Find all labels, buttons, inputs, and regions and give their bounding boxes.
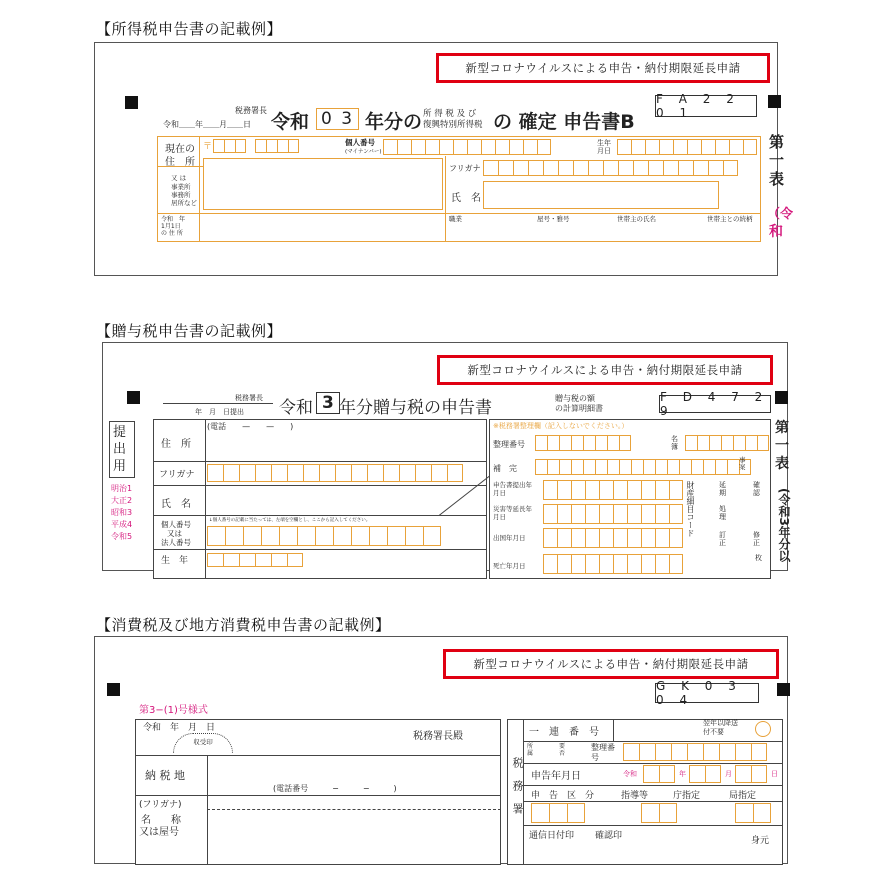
era-option[interactable]: 明治1	[111, 484, 133, 493]
shido-cells	[641, 803, 677, 823]
submission-copy-text: 提出用	[113, 425, 127, 474]
postal-mark: 〒	[203, 142, 213, 152]
era-option[interactable]: 令和5	[111, 532, 133, 541]
jian-label: 事案	[739, 456, 746, 471]
cho-label: 庁指定	[673, 791, 701, 801]
grid-line	[153, 461, 487, 462]
next-year-label: 翌年以降送付不要	[703, 719, 738, 736]
extension-request-banner: 新型コロナウイルスによる申告・納付期限延長申請	[437, 355, 773, 385]
seiri-cells	[535, 435, 631, 451]
mynumber-note: ↓個人番号の記載に当たっては、左端を空欄とし、ここから記入してください。	[209, 518, 371, 523]
grid-line	[153, 515, 487, 516]
section-title-income-tax: 【所得税申告書の記載例】	[96, 20, 283, 38]
title-paren-line-1: 贈与税の額	[555, 394, 595, 403]
boxes-label: 枚	[755, 554, 762, 562]
extension-request-banner: 新型コロナウイルスによる申告・納付期限延長申請	[436, 53, 770, 83]
submission-copy-label	[109, 421, 135, 478]
era-option[interactable]: 平成4	[111, 520, 133, 529]
tax-year-field: 3	[316, 392, 340, 414]
mynumber-cells[interactable]	[383, 139, 551, 155]
receipt-stamp	[173, 733, 233, 753]
tax-office-label: 税務署長	[235, 394, 263, 402]
form-title: の 確定 申告書B	[493, 111, 635, 133]
birth-label: 生年	[597, 139, 611, 147]
era-option[interactable]: 大正2	[111, 496, 133, 505]
date-cells	[643, 765, 675, 783]
side-label: 表	[769, 170, 785, 188]
shusei-label: 修正	[753, 531, 760, 547]
address-label: 住 所	[161, 439, 191, 450]
kubun-cells	[531, 803, 585, 823]
grid-line	[613, 719, 614, 741]
meisho-label: 名 称	[141, 815, 181, 826]
form-title: 年分贈与税の申告書	[339, 398, 492, 418]
registration-mark	[127, 391, 140, 404]
grid-line	[445, 156, 446, 242]
side-label: 一	[775, 438, 789, 454]
seiri-label: 整理番号	[591, 743, 615, 762]
date-underline	[163, 403, 273, 404]
tax-office-label: 税務署長	[235, 106, 267, 115]
shori-label: 処理	[719, 505, 726, 521]
grid-line	[523, 825, 783, 826]
postal-code-cells[interactable]	[255, 139, 299, 153]
form-code: F A 2 2 0 1	[655, 95, 757, 117]
name-input[interactable]	[483, 181, 719, 209]
name-label: 氏 名	[451, 193, 481, 204]
extension-request-banner: 新型コロナウイルスによる申告・納付期限延長申請	[443, 649, 779, 679]
zaisan-label: 財産細目コード	[686, 481, 695, 537]
grid-line	[199, 136, 200, 242]
grid-line	[153, 549, 487, 550]
birth-cells[interactable]	[207, 553, 303, 567]
mynumber-sublabel: (マイナンバー)	[345, 149, 382, 155]
seiri-label: 整理番号	[493, 440, 525, 449]
mynumber-label: 個人番号	[345, 138, 375, 147]
date-label: 申告年月日	[531, 771, 581, 782]
yobi-label: 要否	[559, 743, 566, 757]
gift-tax-form-frame	[102, 342, 791, 571]
furigana-cells[interactable]	[483, 160, 738, 176]
tsushin-label: 通信日付印	[529, 831, 575, 841]
grid-line	[205, 419, 206, 579]
receipt-stamp-label: 収受印	[193, 738, 213, 746]
side-label: 第	[775, 420, 789, 436]
occupation-label: 職業	[449, 215, 462, 223]
grid-line	[135, 795, 501, 796]
grid-line	[153, 485, 487, 486]
jan-address-label: 令和 年	[161, 216, 186, 223]
alt-address-label: 事務所	[171, 191, 191, 199]
registration-mark	[768, 95, 781, 108]
grid-line	[523, 785, 783, 786]
alt-address-label: 又 は	[171, 174, 187, 182]
name-label: 氏 名	[161, 499, 191, 510]
phone-label: (電話番号 − − )	[273, 784, 397, 793]
tax-office-label: 税務署長殿	[413, 731, 463, 742]
shukkoku-date-label: 出国年月日	[493, 534, 526, 542]
side-label: 一	[769, 151, 785, 169]
submission-date: 令和＿＿年＿＿月＿＿日	[163, 120, 251, 129]
date-cells	[543, 480, 683, 500]
furigana-cells[interactable]	[207, 464, 463, 482]
address-label: 現在の	[165, 144, 195, 155]
jan-address-label: 1月1日	[161, 223, 181, 230]
taxpayer-box	[153, 419, 487, 579]
grid-line	[523, 741, 783, 742]
teishutsu-date-label: 申告書提出年月日	[493, 481, 532, 497]
submission-date: 令和 年 月 日	[143, 723, 216, 733]
era-label: 令和	[271, 111, 310, 133]
shido-label: 指導等	[621, 791, 649, 801]
registration-mark	[107, 683, 120, 696]
alt-address-label: 事業所	[171, 183, 191, 191]
birth-label: 生 年	[161, 556, 189, 566]
relation-label: 世帯主との続柄	[707, 215, 753, 223]
office-use-warning: ※税務署整理欄（記入しないでください。）	[493, 422, 629, 430]
grid-line	[523, 763, 783, 764]
tax-year-field: 0 3	[316, 108, 359, 130]
registration-mark	[777, 683, 790, 696]
saigai-date-label: 災害等延長年月日	[493, 505, 532, 521]
year-label: 年	[679, 770, 686, 778]
teisei-label: 訂正	[719, 531, 726, 547]
section-title-gift-tax: 【贈与税申告書の記載例】	[96, 322, 283, 340]
title-paren-line-2: の計算明細書	[555, 404, 603, 413]
tax-type-line-1: 所 得 税 及 び	[423, 109, 477, 119]
shozoku-label: 所属	[527, 743, 534, 757]
meibo-label: 名簿	[671, 435, 678, 451]
date-cells	[689, 765, 721, 783]
era-label: 令和	[279, 398, 313, 418]
registration-mark	[775, 391, 788, 404]
form-code: G K 0 3 0 4	[655, 683, 759, 703]
shop-name-label: 屋号・雅号	[537, 215, 570, 223]
grid-line	[207, 755, 208, 865]
kakunin-label: 確認印	[595, 831, 623, 841]
shibo-date-label: 死亡年月日	[493, 562, 526, 570]
form-number: 第3−(1)号様式	[139, 705, 208, 716]
mynumber-label: 法人番号	[161, 538, 191, 547]
kyoku-label: 局指定	[729, 791, 757, 801]
next-year-checkbox[interactable]	[755, 721, 771, 737]
date-cells	[543, 554, 683, 574]
era-options	[111, 483, 132, 543]
income-tax-form-frame	[94, 42, 794, 276]
submission-date: 年 月 日提出	[195, 408, 244, 416]
householder-label: 世帯主の氏名	[617, 215, 656, 223]
mynumber-label: 個人番号	[161, 520, 191, 529]
address-input[interactable]	[203, 158, 443, 210]
yagou-label: 又は屋号	[139, 827, 179, 838]
grid-line	[523, 801, 783, 802]
consumption-tax-form-frame	[94, 636, 788, 864]
tax-type-line-2: 復興特別所得税	[423, 120, 483, 130]
registration-mark	[125, 96, 138, 109]
side-label: （令	[767, 207, 794, 222]
meibo-cells	[685, 435, 769, 451]
kubun-label: 申 告 区 分	[531, 791, 595, 801]
tax-year-suffix: 年分の	[365, 111, 423, 133]
kakunin-label: 確認	[753, 481, 760, 497]
zeimusho-label: 税務署	[511, 757, 524, 826]
date-cells	[735, 765, 767, 783]
date-cells	[543, 504, 683, 524]
date-cells	[543, 528, 683, 548]
furigana-label: (フリガナ)	[139, 800, 182, 810]
enki-label: 延期	[719, 481, 726, 497]
form-code: F D 4 7 2 9	[659, 395, 771, 413]
dotted-line	[207, 809, 501, 810]
side-label: 第	[769, 133, 785, 151]
jan-address-label: の 住 所	[161, 230, 183, 237]
birth-label: 月日	[597, 147, 611, 155]
furigana-label: フリガナ	[159, 470, 195, 480]
postal-code-cells[interactable]	[213, 139, 246, 153]
renban-label: 一 連 番 号	[529, 727, 599, 738]
mynumber-label: 又は	[167, 529, 182, 538]
day-label: 日	[771, 770, 778, 778]
section-title-consumption-tax: 【消費税及び地方消費税申告書の記載例】	[96, 616, 391, 634]
kyoku-cells	[735, 803, 771, 823]
furigana-label: フリガナ	[449, 164, 481, 173]
side-label: 表	[775, 456, 789, 472]
reiwa-label: 令和	[623, 770, 637, 778]
mimoto-label: 身元	[751, 836, 770, 846]
side-label: 和	[769, 224, 783, 240]
era-option[interactable]: 昭和3	[111, 508, 133, 517]
birth-cells[interactable]	[617, 139, 757, 155]
nozeichi-label: 納 税 地	[145, 769, 185, 782]
month-label: 月	[725, 770, 732, 778]
mynumber-cells[interactable]	[207, 526, 441, 546]
seiri-cells	[623, 743, 767, 761]
side-label: (令和3年分以	[777, 488, 791, 562]
hokan-label: 補 完	[493, 464, 517, 473]
hokan-cells	[535, 456, 751, 475]
alt-address-label: 居所など	[171, 199, 197, 207]
address-label: 住 所	[165, 157, 195, 168]
phone-label: (電話 — — )	[207, 422, 294, 431]
grid-line	[135, 755, 501, 756]
